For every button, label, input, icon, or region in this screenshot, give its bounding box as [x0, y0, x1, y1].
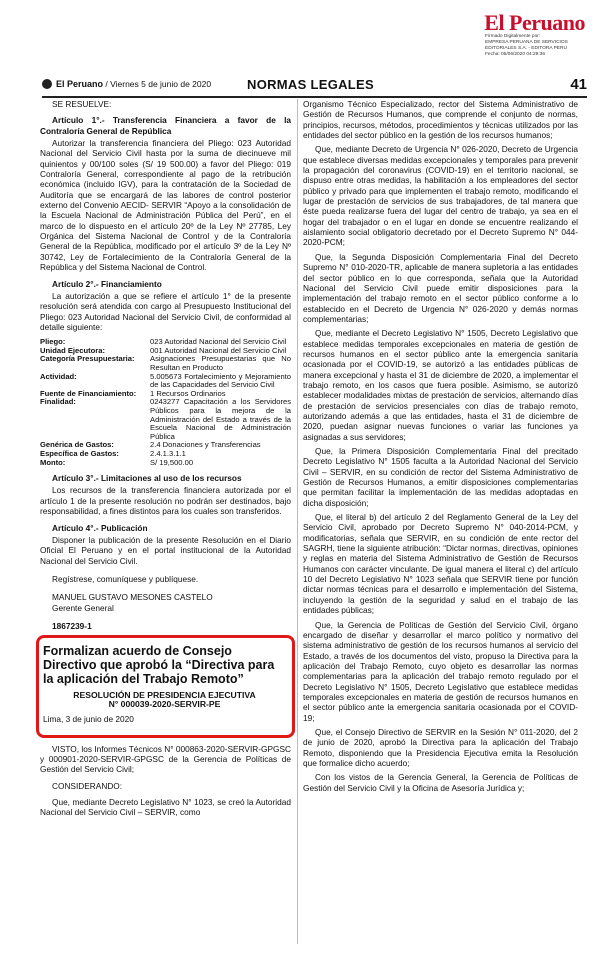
paragraph: Que, la Primera Disposición Complementaria Final del precitado Decreto Legislativo N° 1505 faculta a la Autoridad Nacional del Servicio Civil – SERVIR, en su condición de rector del Sistema Administrativo de Gestión de Recursos Humanos, a emitir disposiciones complementarias que permitan facilitar la implementación de las medidas adoptadas en dicha disposición; — [303, 446, 578, 508]
budget-table — [40, 338, 291, 467]
table-row — [40, 459, 291, 468]
paragraph: Que, la Gerencia de Políticas de Gestión del Servicio Civil, órgano encargado de diseñar y desarrollar el marco político y normativo del sistema administrativo de gestión de los recursos humanos al servicio del Estado, a través de los documentos del visto, propuso la Directiva para la aplicación del Trabajo Remoto, cuyo objeto es desarrollar las normas complementarias para la aplicación del trabajo remoto regulado por el Decreto Legislativo N° 1505, Decreto Legislativo que establece medidas temporales excepcionales en materia de gestión de recursos humanos en el sector público ante la emergencia sanitaria ocasionada por el COVID-19; — [303, 619, 578, 723]
table-key: Monto: — [40, 457, 66, 467]
article-1-title: Artículo 1°.- Transferencia Financiera a favor de la Contraloría General de República — [40, 115, 291, 136]
section-title: NORMAS LEGALES — [247, 77, 374, 92]
page-header — [42, 76, 587, 98]
table-value: 5.005673 Fortalecimiento y Mejoramiento de las Capacidades del Servicio Civil — [150, 371, 291, 390]
table-key: Unidad Ejecutora: — [40, 345, 105, 355]
table-key: Actividad: — [40, 371, 77, 381]
table-key: Genérica de Gastos: — [40, 440, 114, 450]
table-value: 2.4.1.3.1.1 — [150, 448, 186, 458]
header-newspaper-name: El Peruano — [56, 79, 104, 89]
highlighted-resolution-box — [36, 635, 295, 737]
resolution-number: N° 000039-2020-SERVIR-PE — [108, 699, 221, 710]
article-2-title: Artículo 2°.- Financiamiento — [52, 278, 162, 289]
considerando-heading: CONSIDERANDO: — [52, 780, 123, 791]
resolution-headline: Formalizan acuerdo de Consejo Directivo que aprobó la “Directiva para la aplicación del Trabajo Remoto” — [43, 644, 275, 687]
column-divider — [297, 99, 298, 944]
article-3-text: Los recursos de la transferencia financiera autorizada por el artículo 1 de la presente resolución no podrán ser destinados, bajo responsabilidad, a fines distintos para los cuales son transferidos. — [40, 485, 291, 517]
column-right — [303, 99, 578, 797]
table-row — [40, 355, 291, 372]
table-key: Finalidad: — [40, 397, 76, 407]
newspaper-seal-icon — [42, 79, 52, 89]
visto-paragraph: VISTO, los Informes Técnicos N° 000863-2020-SERVIR-GPGSC y 000901-2020-SERVIR-GPGSC de la Gerencia de Políticas de Gestión del Servicio Civil; — [40, 743, 291, 775]
paragraph: Que, el literal b) del artículo 2 del Reglamento General de la Ley del Servicio Civil, aprobado por Decreto Supremo N° 040-2014-PCM, y modificatorias, señala que SERVIR, en su condición de ente rector del SAGRH, tiene la siguiente atribución: “Dictar normas, directivas, opiniones y reglas en materia del Sistema Administrativo de Gestión de Recursos Humanos con carácter vinculante. De igual manera el literal c) del artículo 10 del Decreto Legislativo N° 1023 señala que SERVIR tiene por función dictar normas técnicas para el desarrollo e implementación del Sistema, incluyendo la gestión de la seguridad y salud en el trabajo de las entidades públicas; — [303, 512, 578, 616]
paragraph: Que, mediante Decreto de Urgencia N° 026-2020, Decreto de Urgencia que establece diversas medidas excepcionales y temporales para prevenir la propagación del coronavirus (COVID-19) en el territorio nacional, se dispuso entre otras medidas, la habilitación a los empleadores del sector público y privado para que implementen el trabajo remoto, modificando el lugar de prestación de servicios de sus trabajadores, de tal manera que éste pueda realizarse fuera del lugar del centro de trabajo, ya sea en el hogar del trabajador o en el lugar en donde se encuentre realizando el aislamiento social obligatorio decretado por el Decreto Supremo N° 044-2020-PCM; — [303, 144, 578, 248]
article-4-text: Disponer la publicación de la presente Resolución en el Diario Oficial El Peruano y en el portal institucional de la Autoridad Nacional del Servicio Civil. — [40, 534, 291, 566]
closing-formula: Regístrese, comuníquese y publíquese. — [52, 573, 199, 584]
signature-line: Firmado Digitalmente por: — [485, 34, 541, 39]
resolution-type: RESOLUCIÓN DE PRESIDENCIA EJECUTIVA — [73, 690, 256, 701]
article-3-title: Artículo 3°.- Limitaciones al uso de los recursos — [52, 473, 242, 484]
column-left — [40, 99, 291, 822]
article-1-text: Autorizar la transferencia financiera del Pliego: 023 Autoridad Nacional del Servicio Civil hasta por la suma de diecinueve mil quinientos y 00/100 soles (S/ 19 500.00) a favor del Pliego: 019 Contraloría General, correspondiente al pago de la retribución económica (incluido IGV), para la contratación de la Sociedad de Auditoría que se encargará de las labores de control posterior externo del Convenio AECID- SERVIR “Apoyo a la consolidación de la Escuela Nacional de Administración Pública del Perú”, en el marco de lo dispuesto en el artículo 20º de la Ley Nº 27785, Ley Orgánica del Sistema Nacional de Control y de la Contraloría General de la República, modificado por el artículo 3º de la Ley Nº 30742, Ley de Fortalecimiento de la Contraloría General de la República y del Sistema Nacional de Control. — [40, 138, 291, 273]
table-value: 001 Autoridad Nacional del Servicio Civil — [150, 345, 287, 355]
paragraph: Que, mediante el Decreto Legislativo N° 1505, Decreto Legislativo que establece medidas temporales excepcionales en materia de gestión de recursos humanos en el sector público ante la emergencia sanitaria ocasionada por el COVID-19, se autorizó a las entidades públicas de manera excepcional y hasta el 31 de diciembre de 2020, a implementar el trabajo remoto, en los casos que fuera posible. Asimismo, se autorizó establecer modalidades mixtas de prestación de servicios, alternando días de prestación de servicios presenciales con días de trabajo remoto, autorizando además a que las entidades, hasta el 31 de diciembre de 2020, puedan asignar nuevas funciones o variar las funciones ya asignadas a sus servidores; — [303, 328, 578, 442]
article-4-title: Artículo 4°.- Publicación — [52, 522, 148, 533]
table-key: Fuente de Financiamiento: — [40, 388, 137, 398]
header-date: / Viernes 5 de junio de 2020 — [105, 79, 212, 89]
table-row — [40, 398, 291, 441]
publication-code: 1867239-1 — [52, 620, 92, 631]
brand-area — [0, 0, 601, 78]
table-value: Asignaciones Presupuestarias que No Resultan en Producto — [150, 354, 291, 372]
signer-name: MANUEL GUSTAVO MESONES CASTELO — [52, 592, 213, 603]
table-value: 023 Autoridad Nacional del Servicio Civil — [150, 337, 287, 347]
table-value: S/ 19,500.00 — [150, 457, 194, 467]
article-2-text: La autorización a que se refiere el artículo 1° de la presente resolución será atendida con cargo al Presupuesto Institucional del Pliego: 023 Autoridad Nacional del Servicio Civil, de conformidad al detalle siguiente: — [40, 290, 291, 332]
table-row — [40, 373, 291, 390]
page-number: 41 — [570, 76, 587, 93]
paragraph: Que, la Segunda Disposición Complementaria Final del Decreto Supremo N° 010-2020-TR, aplicable de manera supletoria a las entidades del sector público en lo que corresponda, señala que la Autoridad Nacional del Servicio Civil puede emitir disposiciones para la implementación del trabajo remoto en el sector público conforme a lo establecido en el Decreto de Urgencia N° 026-2020 y demás normas complementarias; — [303, 251, 578, 324]
paragraph: Con los vistos de la Gerencia General, la Gerencia de Políticas de Gestión del Servicio Civil y la Oficina de Asesoría Jurídica y; — [303, 772, 578, 793]
table-key: Categoría Presupuestaria: — [40, 354, 135, 364]
table-value: 1 Recursos Ordinarios — [150, 388, 226, 398]
table-key: Específica de Gastos: — [40, 448, 119, 458]
paragraph: Que, el Consejo Directivo de SERVIR en la Sesión N° 011-2020, del 2 de junio de 2020, aprobó la Directiva para la aplicación del Trabajo Remoto, disponiendo que la Presidencia Ejecutiva emita la Resolución que formalice dicho acuerdo; — [303, 726, 578, 768]
signer-role: Gerente General — [52, 602, 114, 613]
table-value: 0243277 Capacitación a los Servidores Públicos para la mejora de la Administración del Estado a través de la Escuela Nacional de Administración Pública — [150, 397, 291, 441]
considerando-paragraph: Que, mediante Decreto Legislativo N° 1023, se creó la Autoridad Nacional del Servicio Civil – SERVIR, como — [40, 796, 291, 818]
resolution-date: Lima, 3 de junio de 2020 — [43, 714, 134, 725]
signature-line: EMPRESA PERUANA DE SERVICIOS — [485, 40, 568, 45]
resolve-heading: SE RESUELVE: — [52, 99, 112, 109]
signature-line: Fecha: 05/06/2020 04:29:36 — [485, 52, 546, 57]
paragraph: Organismo Técnico Especializado, rector del Sistema Administrativo de Gestión de Recursos Humanos, que comprende el conjunto de normas, principios, recursos, métodos, procedimientos y técnicas utilizados por las entidades del sector público en la gestión de los recursos humanos; — [303, 99, 578, 141]
table-key: Pliego: — [40, 337, 66, 347]
signature-line: EDITORIALES S.A. - EDITORA PERU — [485, 46, 567, 51]
el-peruano-logo: El Peruano — [484, 10, 585, 35]
digital-signature — [485, 34, 585, 58]
table-value: 2.4 Donaciones y Transferencias — [150, 440, 261, 450]
